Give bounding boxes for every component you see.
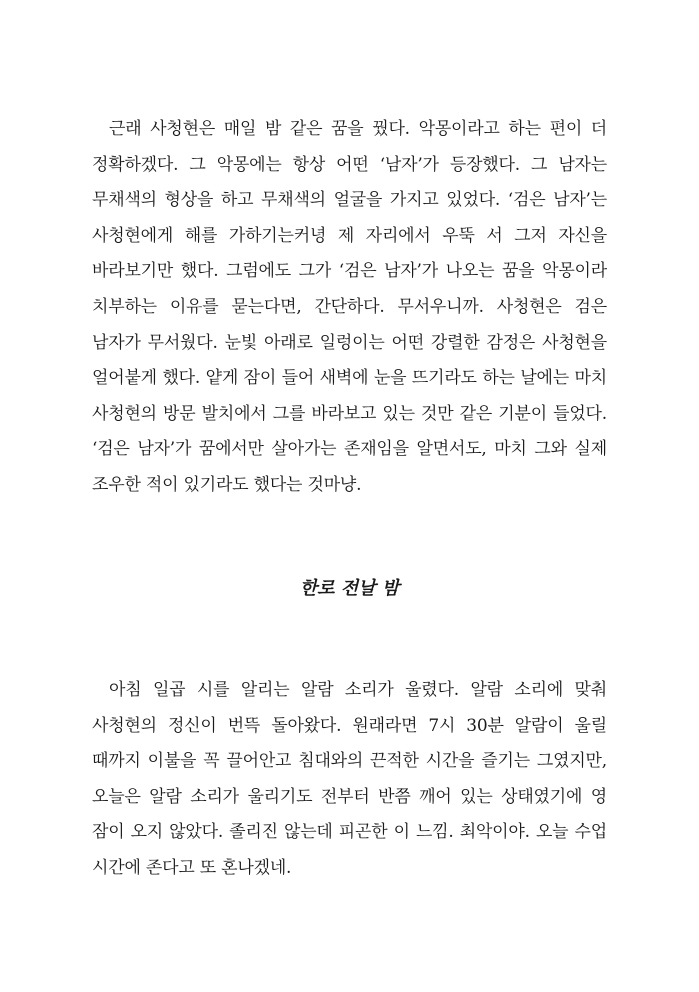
body-paragraph-dream: 근래 사청현은 매일 밤 같은 꿈을 꿨다. 악몽이라고 하는 편이 더 정확하겠다. 그 악몽에는 항상 어떤 ‘남자’가 등장했다. 그 남자는 무채색의 형상을 하고 무채색의 얼굴을 가지고 있었다. ‘검은 남자’는 사청현에게 해를 가하기는커녕 제 자리에서 우뚝 서 그저 자신을 바라보기만 했다. 그럼에도 그가 ‘검은 남자’가 나오는 꿈을 악몽이라 치부하는 이유를 묻는다면, 간단하다. 무서우니까. 사청현은 검은 남자가 무서웠다. 눈빛 아래로 일렁이는 어떤 강렬한 감정은 사청현을 얼어붙게 했다. 얕게 잠이 들어 새벽에 눈을 뜨기라도 하는 날에는 마치 사청현의 방문 발치에서 그를 바라보고 있는 것만 같은 기분이 들었다. ‘검은 남자’가 꿈에서만 살아가는 존재임을 알면서도, 마치 그와 실제 조우한 적이 있기라도 했다는 것마냥. — [92, 119, 607, 495]
section-heading: 한로 전날 밤 — [299, 578, 400, 599]
body-paragraph-morning: 아침 일곱 시를 알리는 알람 소리가 울렸다. 알람 소리에 맞춰 사청현의 정신이 번뜩 돌아왔다. 원래라면 7시 30분 알람이 울릴 때까지 이불을 꼭 끌어안고 침대와의 끈적한 시간을 즐기는 그였지만, 오늘은 알람 소리가 울리기도 전부터 반쯤 깨어 있는 상태였기에 영 잠이 오지 않았다. 졸리진 않는데 피곤한 이 느낌. 최악이야. 오늘 수업 시간에 존다고 또 혼나겠네. — [92, 680, 607, 878]
